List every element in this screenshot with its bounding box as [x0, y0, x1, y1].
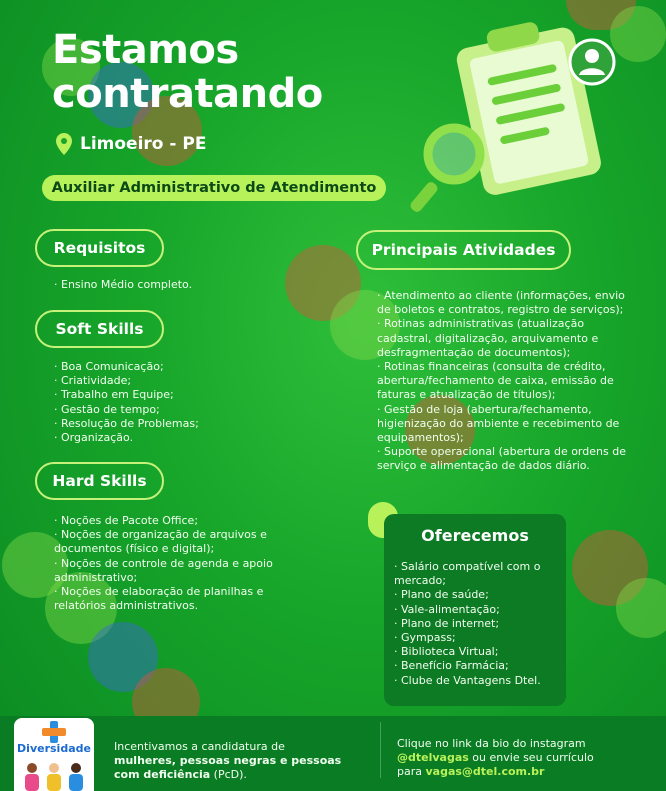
requisitos-heading: Requisitos — [35, 229, 164, 267]
watermark-circle — [616, 578, 666, 638]
footer-divider — [380, 722, 381, 778]
list-item: · Gestão de tempo; — [54, 403, 254, 417]
inclusion-line-3 — [114, 768, 344, 782]
oferecemos-heading: Oferecemos — [421, 526, 529, 545]
list-item: · Suporte operacional (abertura de ordens de serviço e alimentação de dados diário. — [377, 445, 627, 473]
list-item: · Boa Comunicação; — [54, 360, 254, 374]
soft-skills-list — [54, 360, 254, 445]
list-item: · Rotinas financeiras (consulta de crédito, abertura/fechamento de caixa, emissão de faturas e atualização de títulos); — [377, 360, 627, 403]
hard-skills-list — [54, 514, 286, 613]
cta-line-2-rest: ou envie seu currículo — [468, 751, 594, 764]
list-item: · Salário compatível com o mercado; — [394, 560, 560, 588]
hard-skills-heading: Hard Skills — [35, 462, 164, 500]
inclusion-text — [114, 740, 344, 782]
diversity-icon — [42, 721, 66, 743]
list-item: · Organização. — [54, 431, 254, 445]
list-item: · Noções de organização de arquivos e documentos (físico e digital); — [54, 528, 286, 556]
email-link[interactable]: vagas@dtel.com.br — [425, 765, 545, 778]
cta-line-1: Clique no link da bio do instagram — [397, 737, 586, 750]
magnifier-icon — [408, 118, 498, 218]
list-item: · Biblioteca Virtual; — [394, 645, 560, 659]
atividades-heading: Principais Atividades — [356, 230, 571, 270]
cta-line-2 — [397, 751, 647, 765]
cta-para: para — [397, 765, 426, 778]
list-item: · Plano de saúde; — [394, 588, 560, 602]
list-item: · Plano de internet; — [394, 617, 560, 631]
location-pin-icon — [56, 133, 72, 155]
inclusion-line-1: Incentivamos a candidatura de — [114, 740, 285, 753]
atividades-list — [377, 289, 627, 474]
title-line-1: Estamos — [52, 27, 239, 73]
inclusion-pcd-suffix: (PcD). — [210, 768, 247, 781]
list-item: · Noções de elaboração de planilhas e relatórios administrativos. — [54, 585, 286, 613]
list-item: · Atendimento ao cliente (informações, envio de boletos e contratos, registro de serviços); — [377, 289, 627, 317]
inclusion-pcd: com deficiência — [114, 768, 211, 781]
people-illustration — [18, 760, 90, 791]
location — [56, 133, 206, 155]
list-item: · Trabalho em Equipe; — [54, 388, 254, 402]
cta-text — [397, 737, 647, 779]
list-item: · Noções de controle de agenda e apoio administrativo; — [54, 557, 286, 585]
soft-skills-heading: Soft Skills — [35, 310, 164, 348]
page-title — [52, 28, 382, 116]
list-item: · Gympass; — [394, 631, 560, 645]
title-line-2: contratando — [52, 71, 323, 117]
instagram-handle-link[interactable]: @dtelvagas — [397, 751, 469, 764]
role-title: Auxiliar Administrativo de Atendimento — [42, 175, 386, 201]
inclusion-line-2: mulheres, pessoas negras e pessoas — [114, 754, 342, 767]
list-item: · Gestão de loja (abertura/fechamento, higienização do ambiente e recebimento de equipamentos); — [377, 403, 627, 446]
cta-line-3 — [397, 765, 647, 779]
list-item: · Vale-alimentação; — [394, 603, 560, 617]
user-icon — [568, 38, 616, 86]
list-item: · Criatividade; — [54, 374, 254, 388]
requisitos-list — [54, 278, 254, 292]
list-item: · Benefício Farmácia; — [394, 659, 560, 673]
list-item: · Resolução de Problemas; — [54, 417, 254, 431]
diversity-label: Diversidade — [17, 742, 91, 755]
oferecemos-list — [394, 560, 560, 688]
location-text: Limoeiro - PE — [80, 134, 207, 154]
list-item: · Noções de Pacote Office; — [54, 514, 286, 528]
list-item: · Ensino Médio completo. — [54, 278, 254, 292]
list-item: · Clube de Vantagens Dtel. — [394, 674, 560, 688]
list-item: · Rotinas administrativas (atualização cadastral, digitalização, arquivamento e desfragmentação de documentos); — [377, 317, 627, 360]
